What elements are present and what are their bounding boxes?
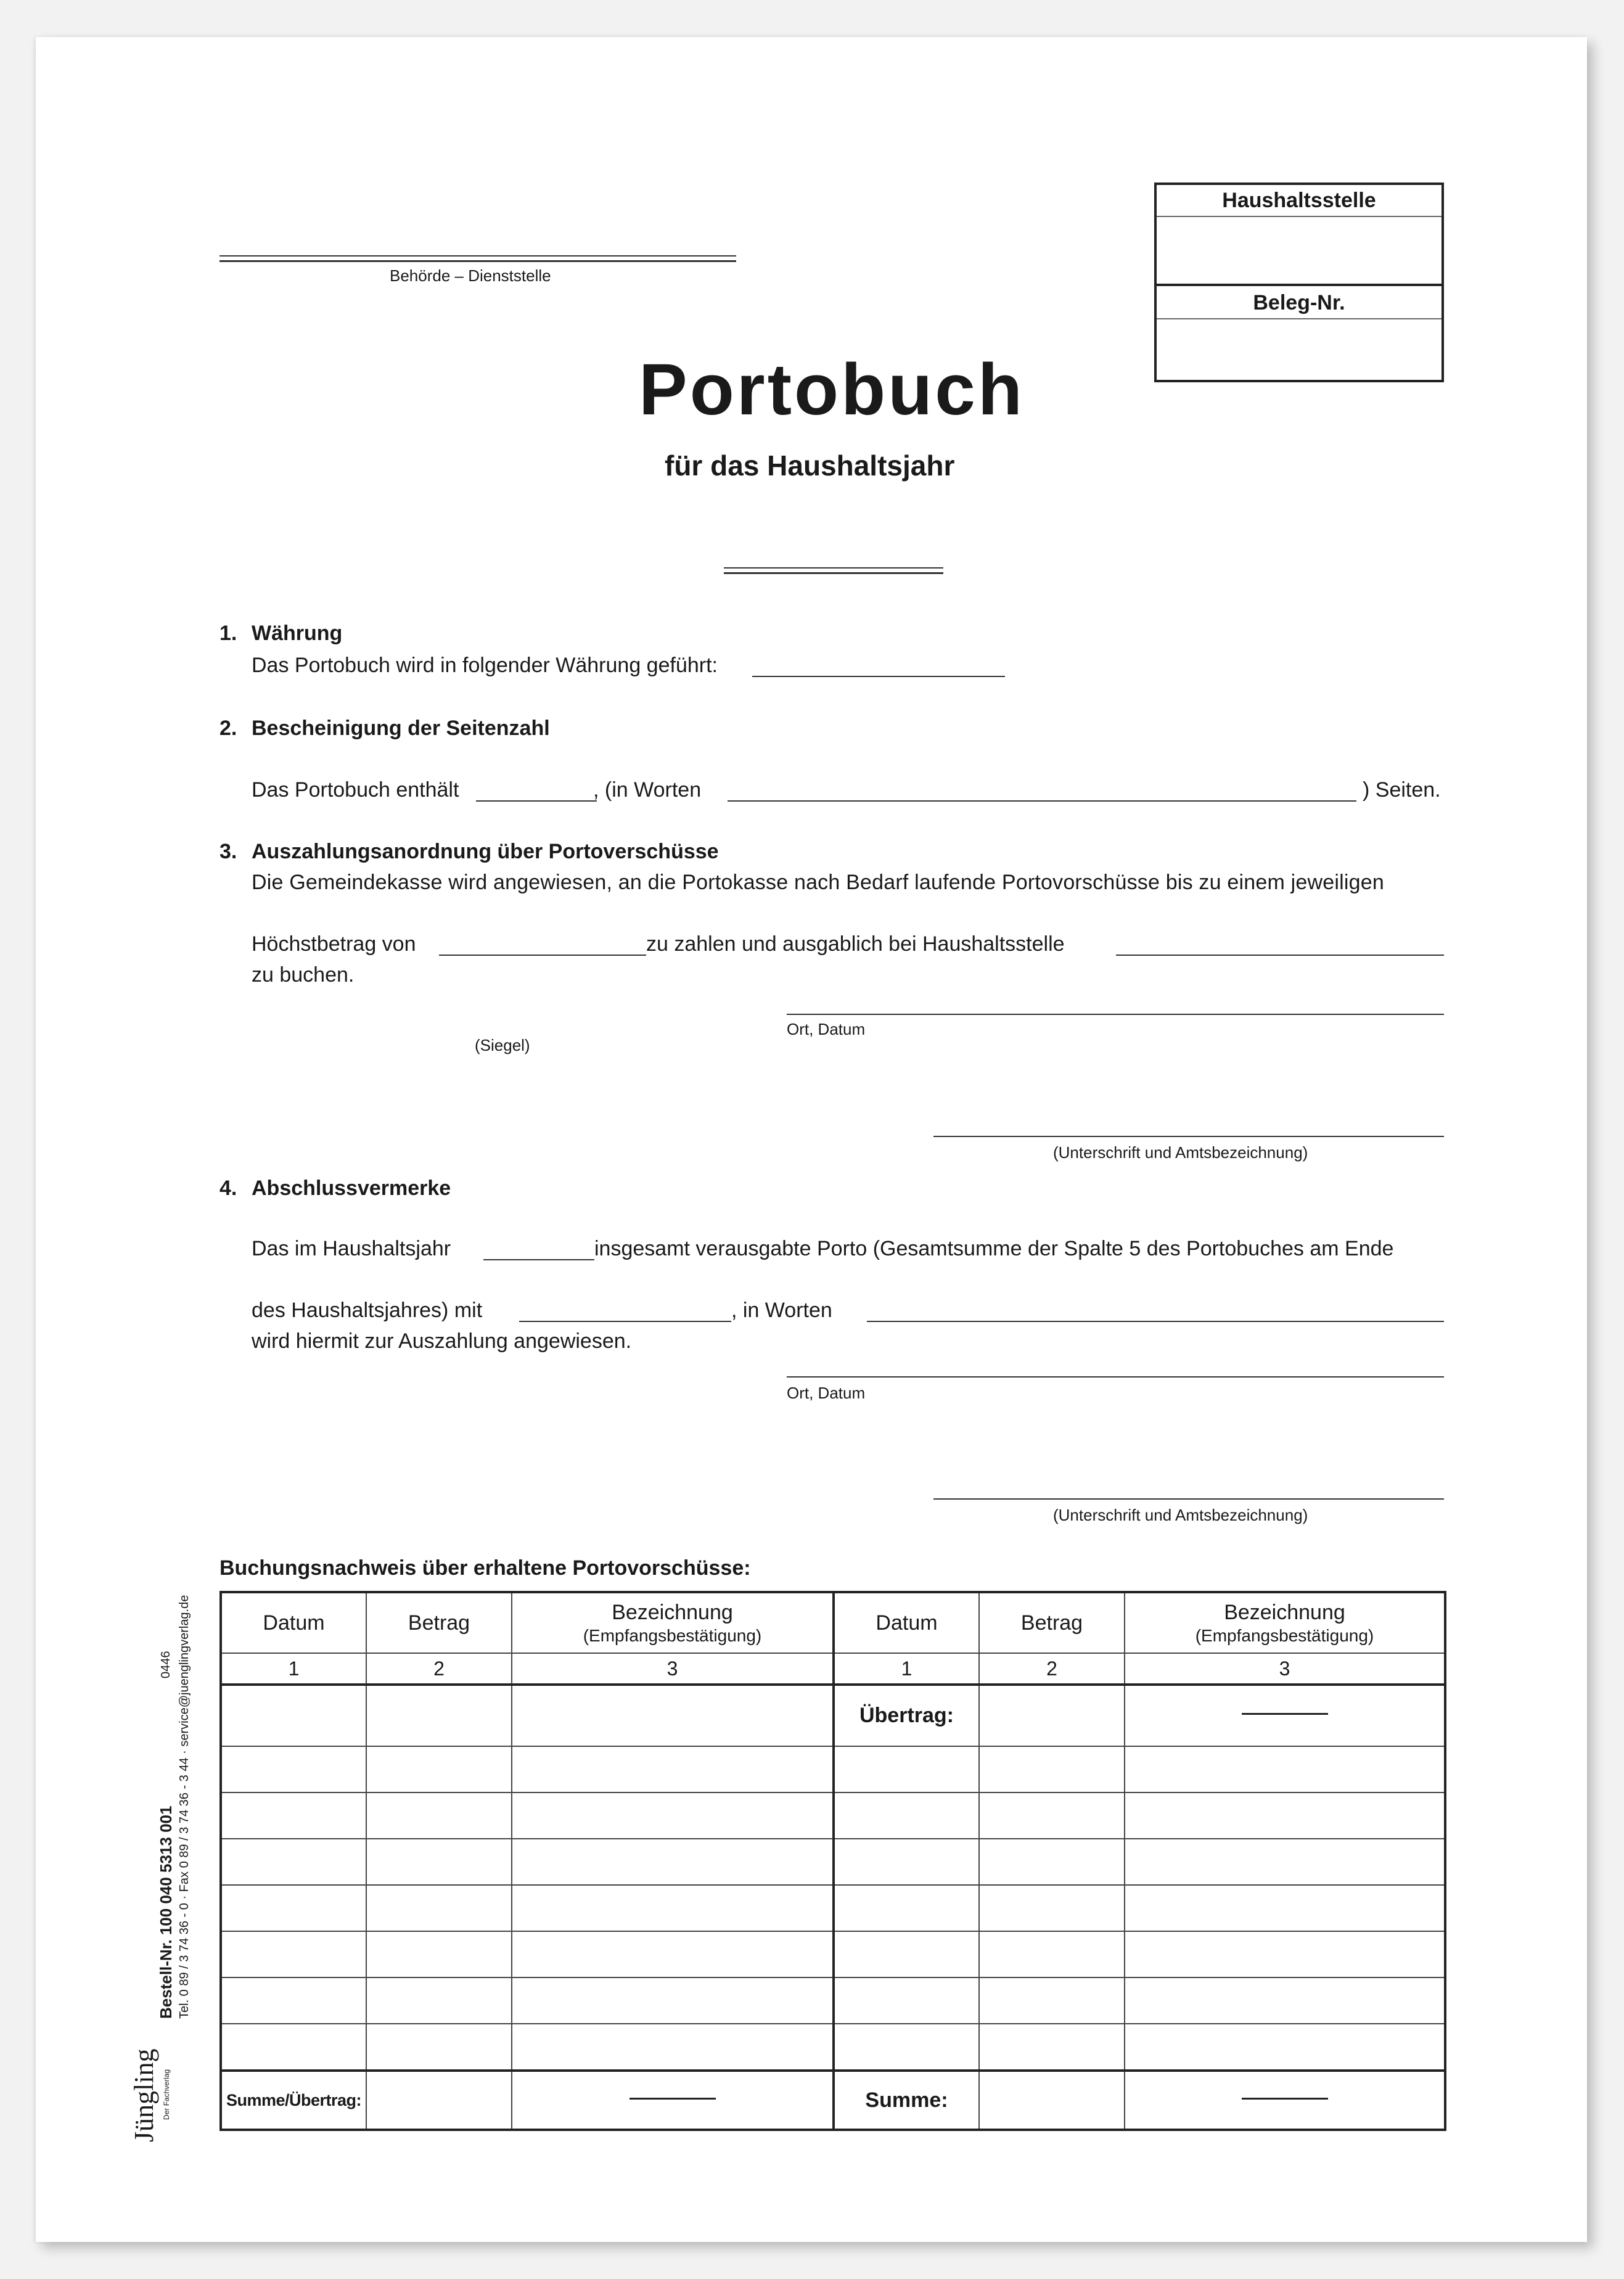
column-number: 1 <box>834 1653 979 1685</box>
column-header: Datum <box>221 1592 366 1653</box>
section-3-text-1: Die Gemeindekasse wird angewiesen, an die Portokasse nach Bedarf laufende Portovorschüsse bis zu einem jeweiligen <box>252 871 1384 894</box>
section-3-text-3: zu buchen. <box>252 963 355 987</box>
page-count-words-line <box>728 800 1356 802</box>
section-3-text-2b: zu zahlen und ausgablich bei Haushaltsstelle <box>646 932 1065 956</box>
column-header: Betrag <box>979 1592 1125 1653</box>
column-number: 2 <box>366 1653 512 1685</box>
max-amount-line <box>439 955 646 956</box>
section-4-text-1b: insgesamt verausgabte Porto (Gesamtsumme der Spalte 5 des Portobuches am Ende <box>594 1237 1394 1260</box>
budget-position-line <box>1116 955 1444 956</box>
authority-caption: Behörde – Dienststelle <box>390 266 551 285</box>
form-code: 0446 <box>159 1651 173 1678</box>
column-number: 3 <box>512 1653 834 1685</box>
ledger-number-row <box>221 1653 1445 1685</box>
table-row <box>221 1931 1445 1977</box>
column-number: 1 <box>221 1653 366 1685</box>
publisher-tag: Der Fachverlag <box>162 2069 171 2120</box>
budget-position-label: Haushaltsstelle <box>1222 189 1376 212</box>
form-page <box>36 37 1587 2242</box>
fiscal-year-line-4 <box>483 1259 594 1260</box>
section-1-heading: Währung <box>252 622 343 645</box>
section-4-text-2a: des Haushaltsjahres) mit <box>252 1299 483 1322</box>
sum-carry-label: Summe/Übertrag: <box>221 2071 366 2130</box>
page-title: Portobuch <box>639 349 1025 430</box>
section-4-text-1a: Das im Haushaltsjahr <box>252 1237 451 1260</box>
signature-line-3 <box>933 1136 1444 1137</box>
seal-caption: (Siegel) <box>475 1036 530 1054</box>
section-2-heading: Bescheinigung der Seitenzahl <box>252 717 550 740</box>
ledger-caption: Buchungsnachweis über erhaltene Portovorschüsse: <box>219 1556 751 1580</box>
place-date-caption-4: Ort, Datum <box>787 1384 866 1402</box>
ledger-sum-row <box>221 2071 1445 2130</box>
table-row <box>221 1685 1445 1746</box>
column-header: Betrag <box>366 1592 512 1653</box>
page-subtitle: für das Haushaltsjahr <box>665 450 955 482</box>
signature-caption-4: (Unterschrift und Amtsbezeichnung) <box>1053 1506 1308 1524</box>
publisher-logo: Jüngling <box>129 2048 159 2142</box>
total-words-line <box>867 1321 1444 1322</box>
publisher-imprint <box>128 2048 171 2142</box>
authority-line <box>219 255 736 262</box>
publisher-contact: Tel. 0 89 / 3 74 36 - 0 · Fax 0 89 / 3 74 36 - 3 44 · service@juenglingverlag.de <box>178 1595 191 2019</box>
column-number: 2 <box>979 1653 1125 1685</box>
total-amount-line <box>519 1321 731 1322</box>
carry-over-label: Übertrag: <box>834 1685 979 1746</box>
column-number: 3 <box>1125 1653 1445 1685</box>
currency-line <box>752 676 1005 677</box>
section-3-number: 3. <box>219 840 237 863</box>
section-1-number: 1. <box>219 622 237 645</box>
section-2-text-a: Das Portobuch enthält <box>252 778 459 802</box>
column-header: Bezeichnung (Empfangsbestätigung) <box>512 1592 834 1653</box>
section-4-text-2b: , in Worten <box>731 1299 832 1322</box>
place-date-caption-3: Ort, Datum <box>787 1020 866 1038</box>
table-row <box>221 1792 1445 1839</box>
carry-over-dash <box>1125 1685 1445 1746</box>
table-row <box>221 1839 1445 1885</box>
place-date-line-4 <box>787 1376 1444 1378</box>
fiscal-year-line <box>724 567 943 574</box>
section-1-text: Das Portobuch wird in folgender Währung geführt: <box>252 654 718 677</box>
section-4-text-3: wird hiermit zur Auszahlung angewiesen. <box>252 1329 632 1353</box>
sum-dash-left <box>512 2071 834 2130</box>
column-header: Bezeichnung (Empfangsbestätigung) <box>1125 1592 1445 1653</box>
section-2-text-c: ) Seiten. <box>1363 778 1441 802</box>
voucher-number-label: Beleg-Nr. <box>1253 291 1345 314</box>
table-row <box>221 2024 1445 2071</box>
signature-line-4 <box>933 1498 1444 1500</box>
column-header: Datum <box>834 1592 979 1653</box>
order-number: Bestell-Nr. 100 040 5313 001 <box>157 1805 175 2019</box>
section-4-number: 4. <box>219 1176 237 1200</box>
sum-label: Summe: <box>834 2071 979 2130</box>
section-4-heading: Abschlussvermerke <box>252 1176 451 1200</box>
section-2-number: 2. <box>219 717 237 740</box>
table-row <box>221 1746 1445 1792</box>
signature-caption-3: (Unterschrift und Amtsbezeichnung) <box>1053 1143 1308 1162</box>
place-date-line-3 <box>787 1014 1444 1015</box>
ledger-header-row <box>221 1592 1445 1653</box>
table-row <box>221 1885 1445 1931</box>
page-count-line <box>476 800 597 802</box>
section-2-text-b: , (in Worten <box>593 778 702 802</box>
budget-box <box>1154 183 1444 382</box>
table-row <box>221 1977 1445 2024</box>
section-3-text-2a: Höchstbetrag von <box>252 932 416 956</box>
sum-dash-right <box>1125 2071 1445 2130</box>
ledger-table <box>219 1591 1446 2131</box>
section-3-heading: Auszahlungsanordnung über Portoverschüsse <box>252 840 719 863</box>
